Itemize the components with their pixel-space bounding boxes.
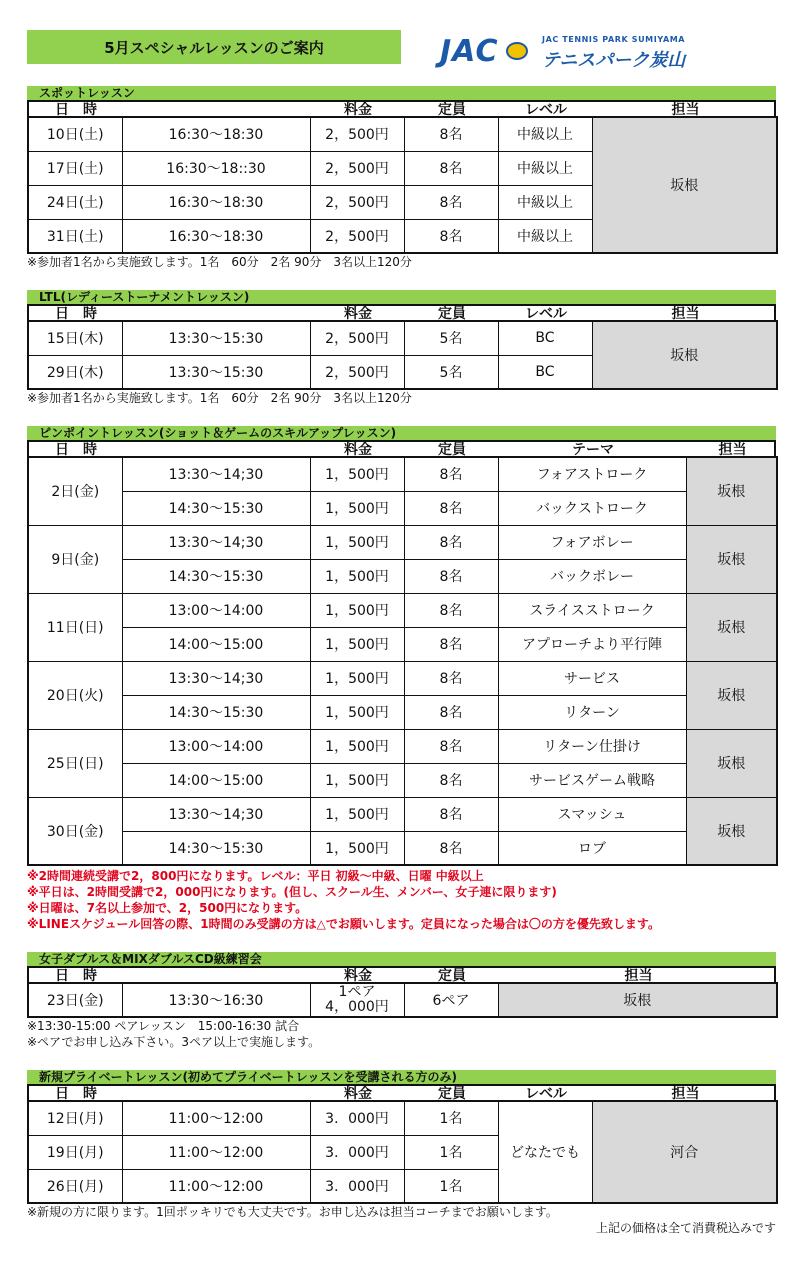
theme-cell: リターン仕掛け	[498, 729, 686, 763]
tax-note: 上記の価格は全て消費税込みです	[595, 1221, 776, 1235]
fee-cell: 1，500円	[310, 457, 404, 491]
theme-cell: フォアボレー	[498, 525, 686, 559]
time-cell: 14:30〜15:30	[122, 831, 310, 865]
coach-cell: 坂根	[592, 117, 777, 253]
time-cell: 13:30〜15:30	[122, 355, 310, 389]
coach-cell: 河合	[592, 1101, 777, 1203]
coach-cell: 坂根	[686, 457, 777, 525]
private-section	[27, 1070, 776, 1236]
section-heading: 女子ダブルス＆MIXダブルスCD級練習会	[27, 952, 776, 966]
theme-cell: サービス	[498, 661, 686, 695]
date-cell: 10日(土)	[28, 117, 122, 151]
capacity-cell: 1名	[404, 1169, 498, 1203]
capacity-cell: 8名	[404, 763, 498, 797]
col-datetime: 日 時	[55, 968, 97, 984]
theme-cell: スマッシュ	[498, 797, 686, 831]
private-table	[27, 1100, 778, 1204]
theme-cell: スライスストローク	[498, 593, 686, 627]
spot-table	[27, 116, 778, 254]
col-datetime: 日 時	[55, 1086, 97, 1102]
col-fee: 料金	[344, 442, 372, 458]
table-header	[27, 100, 776, 116]
level-cell: 中級以上	[498, 117, 592, 151]
date-cell: 9日(金)	[28, 525, 122, 593]
fee-cell: 1，500円	[310, 729, 404, 763]
date-cell: 11日(日)	[28, 593, 122, 661]
capacity-cell: 8名	[404, 219, 498, 253]
table-row	[28, 457, 777, 491]
fee-cell: 1，500円	[310, 491, 404, 525]
col-coach: 担当	[671, 102, 700, 118]
pinpoint-table	[27, 456, 778, 866]
date-cell: 17日(土)	[28, 151, 122, 185]
date-cell: 31日(土)	[28, 219, 122, 253]
time-cell: 16:30〜18:30	[122, 117, 310, 151]
col-datetime: 日 時	[55, 306, 97, 322]
tennis-ball-icon	[506, 42, 528, 60]
red-note: ※平日は、2時間受講で2，000円になります。(但し、スクール生、メンバー、女子連に限ります)	[27, 885, 557, 899]
col-level: レベル	[525, 306, 567, 322]
level-cell: 中級以上	[498, 219, 592, 253]
capacity-cell: 8名	[404, 559, 498, 593]
coach-cell: 坂根	[498, 983, 777, 1017]
table-row	[28, 593, 777, 627]
page-title	[27, 30, 401, 64]
capacity-cell: 8名	[404, 695, 498, 729]
ltl-table	[27, 320, 778, 390]
section-note: ※新規の方に限ります。1回ポッキリでも大丈夫です。お申し込みは担当コーチまでお願いします。	[27, 1205, 558, 1219]
time-cell: 11:00〜12:00	[122, 1169, 310, 1203]
col-fee: 料金	[344, 1086, 372, 1102]
fee-cell: 3．000円	[310, 1101, 404, 1135]
col-capacity: 定員	[438, 968, 466, 984]
col-capacity: 定員	[438, 1086, 466, 1102]
col-capacity: 定員	[438, 442, 466, 458]
time-cell: 13:30〜15:30	[122, 321, 310, 355]
coach-cell: 坂根	[592, 321, 777, 389]
time-cell: 14:30〜15:30	[122, 695, 310, 729]
table-header	[27, 304, 776, 320]
fee-cell: 1，500円	[310, 627, 404, 661]
table-row	[28, 661, 777, 695]
time-cell: 14:30〜15:30	[122, 559, 310, 593]
time-cell: 13:30〜14;30	[122, 457, 310, 491]
page-title-text: 5月スペシャルレッスンのご案内	[104, 38, 324, 57]
time-cell: 11:00〜12:00	[122, 1101, 310, 1135]
fee-cell: 2，500円	[310, 151, 404, 185]
table-row	[28, 831, 777, 865]
level-cell: 中級以上	[498, 151, 592, 185]
date-cell: 30日(金)	[28, 797, 122, 865]
section-note: ※ペアでお申し込み下さい。3ペア以上で実施します。	[27, 1035, 321, 1049]
time-cell: 13:30〜14;30	[122, 661, 310, 695]
date-cell: 15日(木)	[28, 321, 122, 355]
spot-lesson-section	[27, 86, 776, 270]
date-cell: 29日(木)	[28, 355, 122, 389]
fee-cell: 1，500円	[310, 831, 404, 865]
date-cell: 19日(月)	[28, 1135, 122, 1169]
capacity-cell: 5名	[404, 355, 498, 389]
col-coach: 担当	[624, 968, 653, 984]
table-row	[28, 797, 777, 831]
fee-cell: 2，500円	[310, 185, 404, 219]
level-cell: 中級以上	[498, 185, 592, 219]
fee-cell: 1，500円	[310, 763, 404, 797]
capacity-cell: 1名	[404, 1101, 498, 1135]
table-row	[28, 1101, 777, 1135]
fee-cell: 1，500円	[310, 559, 404, 593]
capacity-cell: 6ペア	[404, 983, 498, 1017]
table-row	[28, 695, 777, 729]
theme-cell: アプローチより平行陣	[498, 627, 686, 661]
logo-subtitle: JAC TENNIS PARK SUMIYAMA	[542, 35, 686, 44]
time-cell: 13:30〜14;30	[122, 525, 310, 559]
date-cell: 25日(日)	[28, 729, 122, 797]
coach-cell: 坂根	[686, 593, 777, 661]
col-datetime: 日 時	[55, 442, 97, 458]
table-header	[27, 1084, 776, 1100]
col-theme: テーマ	[572, 442, 614, 458]
capacity-cell: 8名	[404, 151, 498, 185]
level-cell: BC	[498, 355, 592, 389]
table-row	[28, 117, 777, 151]
col-capacity: 定員	[438, 306, 466, 322]
coach-cell: 坂根	[686, 729, 777, 797]
time-cell: 13:00〜14:00	[122, 593, 310, 627]
theme-cell: リターン	[498, 695, 686, 729]
col-coach: 担当	[671, 1086, 700, 1102]
fee-cell: 1，500円	[310, 695, 404, 729]
time-cell: 14:00〜15:00	[122, 627, 310, 661]
theme-cell: バックボレー	[498, 559, 686, 593]
coach-cell: 坂根	[686, 525, 777, 593]
capacity-cell: 8名	[404, 457, 498, 491]
table-row	[28, 763, 777, 797]
time-cell: 16:30〜18:30	[122, 185, 310, 219]
table-header	[27, 966, 776, 982]
table-header	[27, 440, 776, 456]
time-cell: 16:30〜18::30	[122, 151, 310, 185]
section-note: ※参加者1名から実施致します。1名 60分 2名 90分 3名以上120分	[27, 255, 412, 269]
date-cell: 2日(金)	[28, 457, 122, 525]
col-coach: 担当	[671, 306, 700, 322]
capacity-cell: 8名	[404, 525, 498, 559]
date-cell: 20日(火)	[28, 661, 122, 729]
capacity-cell: 8名	[404, 831, 498, 865]
table-row	[28, 729, 777, 763]
fee-cell: 1，500円	[310, 525, 404, 559]
fee-top: 1ペア	[338, 984, 376, 1000]
time-cell: 13:30〜16:30	[122, 983, 310, 1017]
col-coach: 担当	[718, 442, 747, 458]
capacity-cell: 8名	[404, 797, 498, 831]
fee-cell: 2，500円	[310, 219, 404, 253]
section-heading: ピンポイントレッスン(ショット＆ゲームのスキルアップレッスン)	[27, 426, 776, 440]
date-cell: 24日(土)	[28, 185, 122, 219]
section-heading: スポットレッスン	[27, 86, 776, 100]
fee-cell: 2，500円	[310, 355, 404, 389]
section-note: ※参加者1名から実施致します。1名 60分 2名 90分 3名以上120分	[27, 391, 412, 405]
jac-logo	[440, 34, 760, 70]
col-fee: 料金	[344, 102, 372, 118]
theme-cell: サービスゲーム戦略	[498, 763, 686, 797]
coach-cell: 坂根	[686, 797, 777, 865]
capacity-cell: 1名	[404, 1135, 498, 1169]
fee-cell: 1，500円	[310, 797, 404, 831]
red-note: ※日曜は、7名以上参加で、2，500円になります。	[27, 901, 308, 915]
section-note: ※13:30-15:00 ペアレッスン 15:00-16:30 試合	[27, 1019, 300, 1033]
col-level: レベル	[525, 1086, 567, 1102]
fee-cell: 3．000円	[310, 1135, 404, 1169]
logo-park-name: テニスパーク炭山	[542, 50, 686, 71]
table-row	[28, 525, 777, 559]
time-cell: 14:30〜15:30	[122, 491, 310, 525]
table-row	[28, 559, 777, 593]
red-note: ※LINEスケジュール回答の際、1時間のみ受講の方は△でお願いします。定員になった場合は〇の方を優先致します。	[27, 917, 660, 931]
pinpoint-section	[27, 426, 776, 932]
theme-cell: ロブ	[498, 831, 686, 865]
date-cell: 26日(月)	[28, 1169, 122, 1203]
capacity-cell: 8名	[404, 185, 498, 219]
fee-cell: 2，500円	[310, 321, 404, 355]
red-note: ※2時間連続受講で2，800円になります。レベル：平日 初級〜中級、日曜 中級以上	[27, 869, 484, 883]
col-datetime: 日 時	[55, 102, 97, 118]
col-capacity: 定員	[438, 102, 466, 118]
theme-cell: バックストローク	[498, 491, 686, 525]
capacity-cell: 8名	[404, 491, 498, 525]
section-heading: 新規プライベートレッスン(初めてプライベートレッスンを受講される方のみ)	[27, 1070, 776, 1084]
ltl-section	[27, 290, 776, 406]
fee-cell: 2，500円	[310, 117, 404, 151]
capacity-cell: 8名	[404, 627, 498, 661]
fee-cell: 3．000円	[310, 1169, 404, 1203]
fee-cell: 1，500円	[310, 593, 404, 627]
col-level: レベル	[525, 102, 567, 118]
date-cell: 12日(月)	[28, 1101, 122, 1135]
table-row	[28, 983, 777, 1017]
logo-jac-text: JAC	[440, 34, 499, 69]
time-cell: 11:00〜12:00	[122, 1135, 310, 1169]
time-cell: 13:00〜14:00	[122, 729, 310, 763]
theme-cell: フォアストローク	[498, 457, 686, 491]
capacity-cell: 8名	[404, 729, 498, 763]
capacity-cell: 5名	[404, 321, 498, 355]
section-heading: LTL(レディーストーナメントレッスン)	[27, 290, 776, 304]
col-fee: 料金	[344, 306, 372, 322]
capacity-cell: 8名	[404, 593, 498, 627]
fee-bottom: 4，000円	[325, 999, 389, 1015]
col-fee: 料金	[344, 968, 372, 984]
table-row	[28, 321, 777, 355]
time-cell: 16:30〜18:30	[122, 219, 310, 253]
table-row	[28, 627, 777, 661]
level-cell: BC	[498, 321, 592, 355]
coach-cell: 坂根	[686, 661, 777, 729]
capacity-cell: 8名	[404, 117, 498, 151]
level-cell: どなたでも	[498, 1101, 592, 1203]
doubles-table	[27, 982, 778, 1018]
time-cell: 14:00〜15:00	[122, 763, 310, 797]
capacity-cell: 8名	[404, 661, 498, 695]
fee-cell	[310, 983, 404, 1017]
time-cell: 13:30〜14;30	[122, 797, 310, 831]
fee-cell: 1，500円	[310, 661, 404, 695]
doubles-section	[27, 952, 776, 1050]
date-cell: 23日(金)	[28, 983, 122, 1017]
table-row	[28, 491, 777, 525]
